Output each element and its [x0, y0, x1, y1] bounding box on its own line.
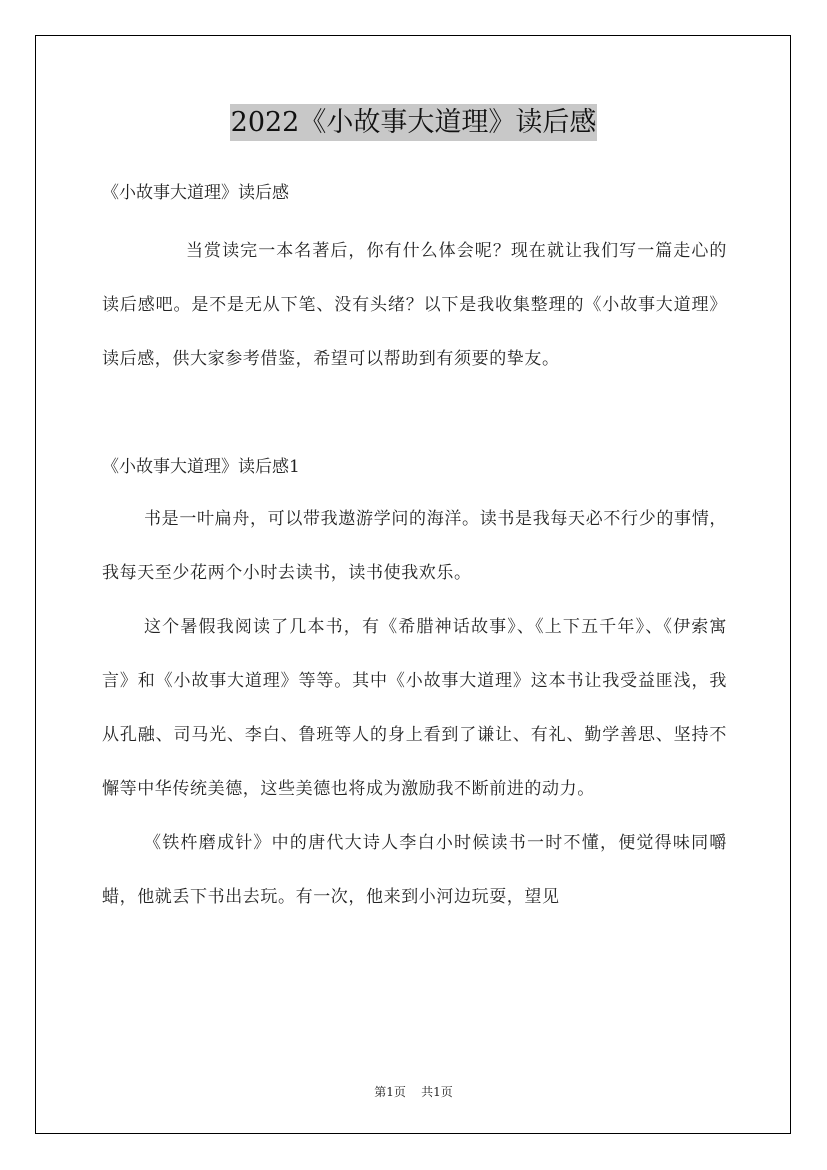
- section1-paragraph-1: 书是一叶扁舟，可以带我遨游学问的海洋。读书是我每天必不行少的事情，我每天至少花两个小时去读书，读书使我欢乐。: [102, 509, 727, 583]
- section-spacer: [102, 386, 727, 450]
- page-total: 共1页: [421, 1085, 453, 1099]
- page-footer: [0, 1083, 827, 1100]
- title-container: [0, 104, 827, 141]
- intro-paragraph: 当赏读完一本名著后，你有什么体会呢？现在就让我们写一篇走心的读后感吧。是不是无从下笔、没有头绪？以下是我收集整理的《小故事大道理》读后感，供大家参考借鉴，希望可以帮助到有须要的挚友。: [102, 241, 727, 369]
- intro-heading: 《小故事大道理》读后感: [102, 183, 289, 203]
- section1-paragraph-2: 这个暑假我阅读了几本书，有《希腊神话故事》、《上下五千年》、《伊索寓言》和《小故事大道理》等等。其中《小故事大道理》这本书让我受益匪浅，我从孔融、司马光、李白、鲁班等人的身上看到了谦让、有礼、勤学善思、坚持不懈等中华传统美德，这些美德也将成为激励我不断前进的动力。: [102, 617, 727, 799]
- section1-heading: 《小故事大道理》读后感1: [102, 457, 300, 477]
- section1-paragraph-3: 《铁杵磨成针》中的唐代大诗人李白小时候读书一时不懂，便觉得味同嚼蜡，他就丢下书出去玩。有一次，他来到小河边玩耍，望见: [102, 833, 727, 907]
- page-number: 第1页: [374, 1085, 406, 1099]
- document-body: [102, 176, 727, 924]
- document-title: 2022《小故事大道理》读后感: [230, 104, 598, 141]
